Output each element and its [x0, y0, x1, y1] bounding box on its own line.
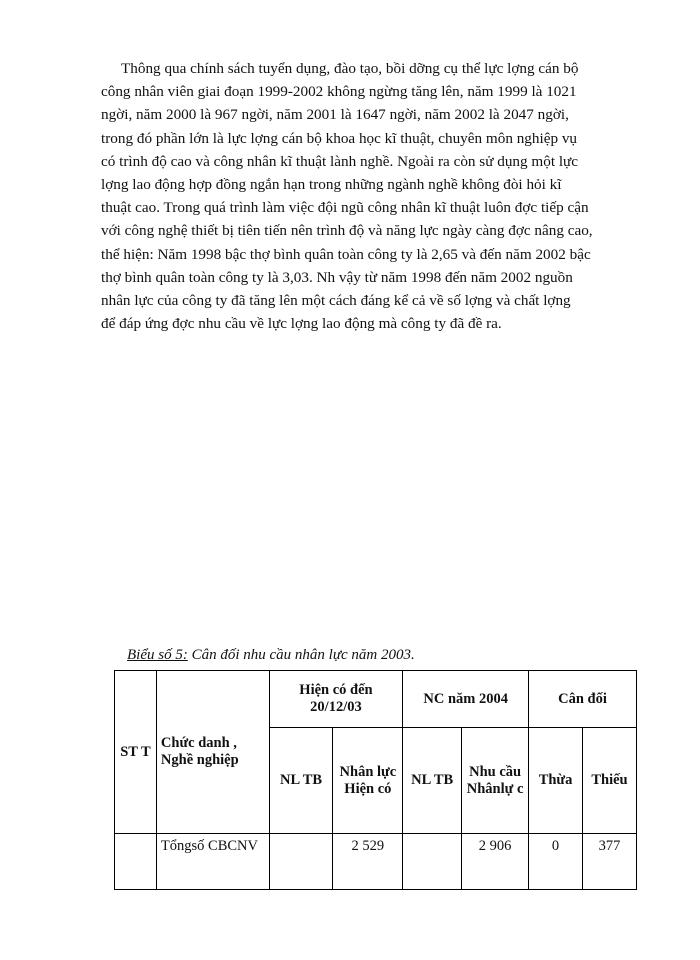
paragraph-line: nhân lực của công ty đã tăng lên một cách đáng kể cả về số lợng và chất lợng: [101, 292, 571, 310]
paragraph-line: lợng lao động hợp đồng ngắn hạn trong những ngành nghề không đòi hỏi kĩ: [101, 176, 562, 194]
header-hien-co: Hiện có đến 20/12/03: [269, 671, 403, 728]
header-nl-tb-2: NL TB: [403, 728, 462, 834]
header-stt: ST T: [115, 671, 157, 834]
paragraph-line: ngời, năm 2000 là 967 ngời, năm 2001 là 1647 ngời, năm 2002 là 2047 ngời,: [101, 106, 569, 124]
cell-stt: [115, 834, 157, 890]
paragraph-line: với công nghệ thiết bị tiên tiến nên trình độ và năng lực ngày càng đợc nâng cao,: [101, 222, 593, 240]
paragraph-line: để đáp ứng đợc nhu cầu về lực lợng lao động mà công ty đã đề ra.: [101, 315, 502, 333]
header-thieu: Thiếu: [583, 728, 637, 834]
body-paragraph: [101, 57, 629, 335]
paragraph-line: thợ bình quân toàn công ty là 3,03. Nh vậy từ năm 1998 đến năm 2002 nguồn: [101, 268, 573, 286]
cell-nl-tb-1: [269, 834, 333, 890]
header-row-1: [115, 671, 637, 728]
cell-nhan-luc-hien-co: 2 529: [333, 834, 403, 890]
header-nhan-luc-hien-co: Nhân lực Hiện có: [333, 728, 403, 834]
paragraph-line: trong đó phần lớn là lực lợng cán bộ khoa học kĩ thuật, chuyên môn nghiệp vụ: [101, 129, 578, 147]
paragraph-line: có trình độ cao và công nhân kĩ thuật lành nghề. Ngoài ra còn sử dụng một lực: [101, 152, 579, 170]
cell-thua: 0: [529, 834, 583, 890]
cell-nl-tb-2: [403, 834, 462, 890]
header-thua: Thừa: [529, 728, 583, 834]
paragraph-line: công nhân viên giai đoạn 1999-2002 không ngừng tăng lên, năm 1999 là 1021: [101, 83, 577, 101]
cell-chuc-danh: Tổngsố CBCNV: [156, 834, 269, 890]
manpower-balance-table: [114, 670, 637, 890]
table-row: [115, 834, 637, 890]
caption-text: Cân đối nhu cầu nhân lực năm 2003.: [187, 647, 415, 663]
paragraph-line: thuật cao. Trong quá trình làm việc đội ngũ công nhân kĩ thuật luôn đợc tiếp cận: [101, 199, 589, 217]
header-nl-tb-1: NL TB: [269, 728, 333, 834]
header-can-doi: Cân đối: [529, 671, 637, 728]
cell-thieu: 377: [583, 834, 637, 890]
header-nc-2004: NC năm 2004: [403, 671, 529, 728]
caption-label: Biểu số 5:: [127, 647, 188, 663]
paragraph-line: thể hiện: Năm 1998 bậc thợ bình quân toàn công ty là 2,65 và đến năm 2002 bậc: [101, 245, 591, 263]
table-caption: [127, 647, 415, 664]
header-chuc-danh: Chức danh , Nghề nghiệp: [156, 671, 269, 834]
header-nhu-cau: Nhu cầu Nhânlự c: [462, 728, 529, 834]
cell-nhu-cau: 2 906: [462, 834, 529, 890]
paragraph-line: Thông qua chính sách tuyển dụng, đào tạo, bồi dỡng cụ thể lực lợng cán bộ: [121, 60, 579, 77]
